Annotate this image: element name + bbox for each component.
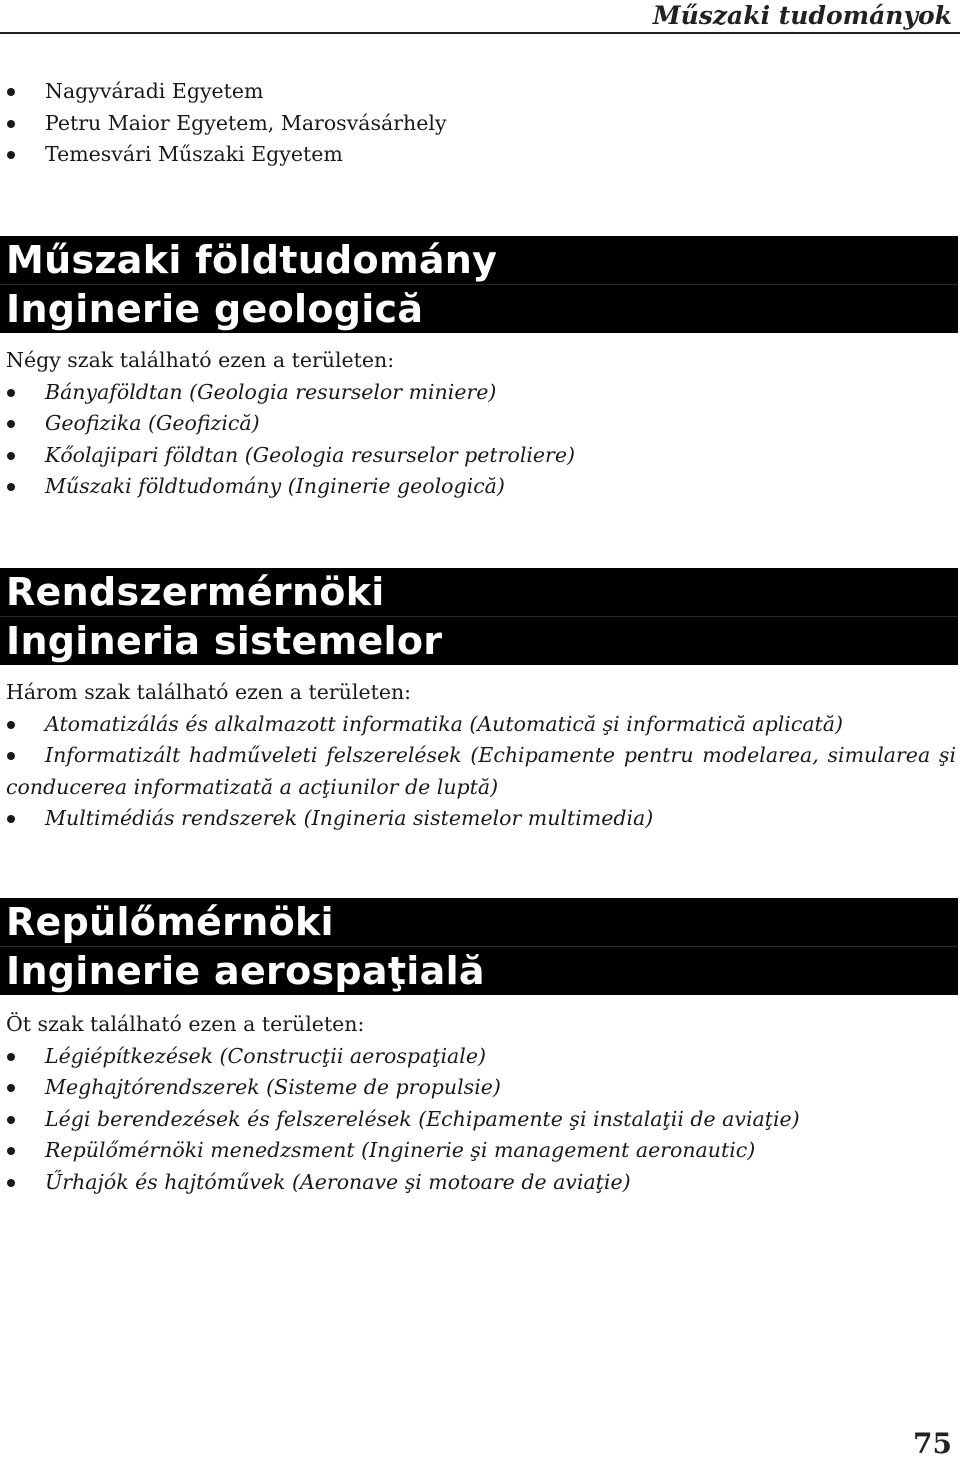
bullet-icon	[7, 452, 15, 460]
list-item: Kőolajipari földtan (Geologia resurselor petroliere)	[0, 440, 960, 472]
list-item: Műszaki földtudomány (Inginerie geologică)	[0, 471, 960, 503]
section-body-systems	[0, 677, 960, 835]
bullet-icon	[7, 721, 15, 729]
section-body-aerospace	[0, 1009, 960, 1198]
section-intro: Három szak található ezen a területen:	[6, 680, 412, 704]
bullet-icon	[7, 151, 15, 159]
list-item: Légiépítkezések (Construcţii aerospaţiale)	[0, 1041, 960, 1073]
list-item: Bányaföldtan (Geologia resurselor miniere)	[0, 377, 960, 409]
section-title-ro: Inginerie aerospaţială	[0, 946, 958, 995]
bullet-icon	[7, 120, 15, 128]
list-item: Multimédiás rendszerek (Ingineria sistemelor multimedia)	[0, 803, 960, 835]
list-item: Temesvári Műszaki Egyetem	[0, 139, 960, 171]
section-intro: Négy szak található ezen a területen:	[6, 348, 395, 372]
page-number: 75	[913, 1427, 952, 1460]
bullet-icon	[7, 483, 15, 491]
university-list-block	[0, 76, 960, 171]
university-list	[0, 76, 960, 171]
section-banner-aerospace	[0, 898, 958, 995]
list-item: Nagyváradi Egyetem	[0, 76, 960, 108]
program-list	[0, 377, 960, 503]
list-item: Atomatizálás és alkalmazott informatika (Automatică şi informatică aplicată)	[0, 709, 960, 741]
bullet-icon	[7, 88, 15, 96]
section-title-ro: Inginerie geologică	[0, 284, 958, 333]
bullet-icon	[7, 752, 15, 760]
bullet-icon	[7, 389, 15, 397]
list-item: Petru Maior Egyetem, Marosvásárhely	[0, 108, 960, 140]
bullet-icon	[7, 1053, 15, 1061]
bullet-icon	[7, 420, 15, 428]
bullet-icon	[7, 1116, 15, 1124]
list-item: Légi berendezések és felszerelések (Echipamente şi instalaţii de aviaţie)	[0, 1104, 960, 1136]
bullet-icon	[7, 1147, 15, 1155]
running-header-title: Műszaki tudományok	[652, 1, 952, 30]
list-item: Informatizált hadműveleti felszerelések (Echipamente pentru modelarea, simularea şi conducerea informatizată a acţiunilor de luptă)	[6, 743, 956, 799]
section-title-hu: Rendszermérnöki	[6, 570, 385, 614]
section-title-ro: Ingineria sistemelor	[0, 616, 958, 665]
list-item: Meghajtórendszerek (Sisteme de propulsie)	[0, 1072, 960, 1104]
list-item: Geofizika (Geofizică)	[0, 408, 960, 440]
section-banner-geology	[0, 236, 958, 333]
program-list	[0, 1041, 960, 1199]
section-title-hu: Repülőmérnöki	[6, 900, 334, 944]
list-item: Űrhajók és hajtóművek (Aeronave şi motoare de aviaţie)	[0, 1167, 960, 1199]
bullet-icon	[7, 1179, 15, 1187]
header-divider	[0, 32, 960, 34]
section-body-geology	[0, 345, 960, 503]
program-list	[0, 709, 960, 835]
bullet-icon	[7, 1084, 15, 1092]
bullet-icon	[7, 815, 15, 823]
list-item: Repülőmérnöki menedzsment (Inginerie şi management aeronautic)	[0, 1135, 960, 1167]
section-title-hu: Műszaki földtudomány	[6, 238, 498, 282]
section-intro: Öt szak található ezen a területen:	[6, 1012, 365, 1036]
section-banner-systems	[0, 568, 958, 665]
